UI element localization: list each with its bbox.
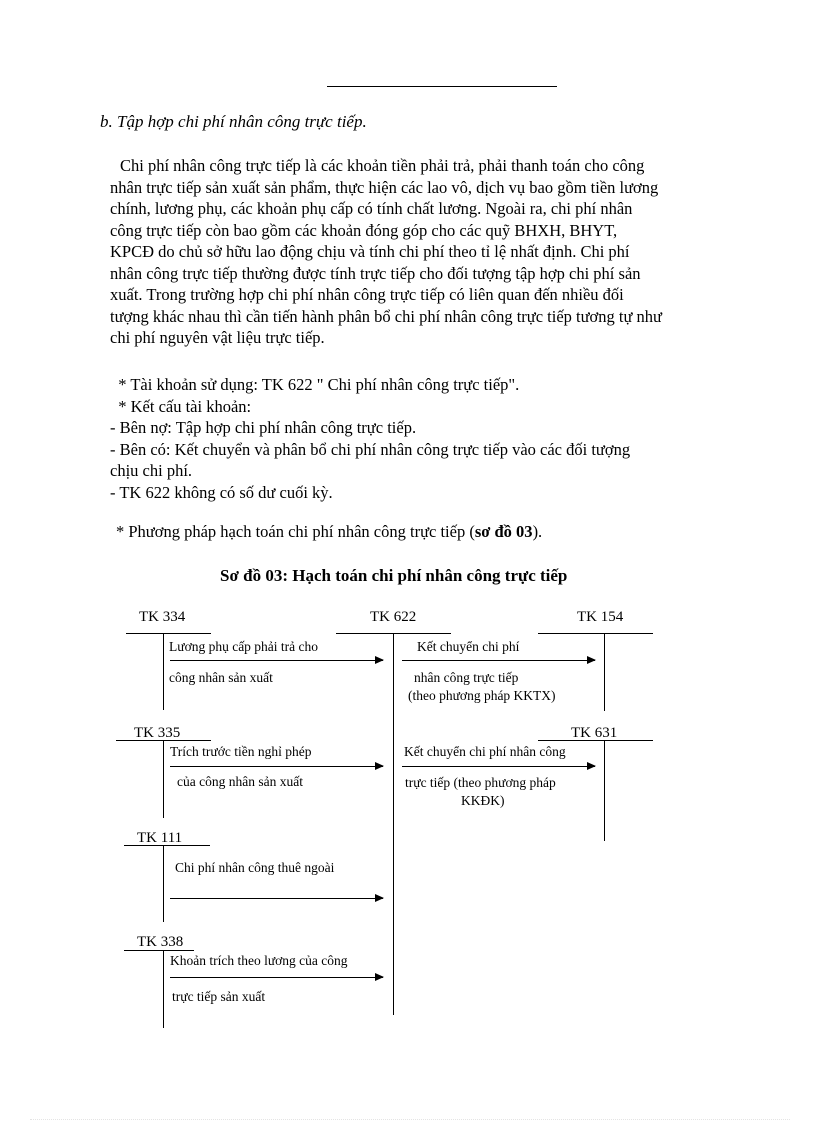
tk154-vertical-line bbox=[604, 633, 605, 711]
section-heading: b. Tập hợp chi phí nhân công trực tiếp. bbox=[100, 112, 367, 131]
paragraph-line: nhân trực tiếp sản xuất sản phẩm, thực hiện các lao vô, dịch vụ bao gồm tiền lương bbox=[110, 177, 659, 197]
debit-side: - Bên nợ: Tập hợp chi phí nhân công trực tiếp. bbox=[110, 418, 417, 437]
account-used: * Tài khoản sử dụng: TK 622 " Chi phí nhân công trực tiếp". bbox=[118, 375, 520, 394]
diagram-title: Sơ đồ 03: Hạch toán chi phí nhân công trực tiếp bbox=[220, 566, 568, 585]
tk334-vertical-line bbox=[163, 633, 164, 710]
arrow-111-to-622 bbox=[170, 898, 383, 899]
tk338-vertical-line bbox=[163, 950, 164, 1028]
paragraph-line: chính, lương phụ, các khoản phụ cấp có tính chất lương. Ngoài ra, chi phí nhân bbox=[110, 199, 633, 218]
diagram-reference: sơ đồ 03 bbox=[474, 522, 533, 541]
tk154-top-line bbox=[538, 633, 653, 634]
paragraph-line: nhân công trực tiếp thường được tính trực tiếp cho đối tượng tập hợp chi phí sản bbox=[110, 263, 641, 283]
account-label-tk622: TK 622 bbox=[370, 609, 417, 625]
flow-631-label-line1: Kết chuyển chi phí nhân công bbox=[404, 744, 566, 759]
flow-335-label-line1: Trích trước tiền nghỉ phép bbox=[170, 744, 312, 759]
paragraph-line: chi phí nguyên vật liệu trực tiếp. bbox=[110, 328, 325, 347]
flow-631-label-line2: trực tiếp (theo phương pháp bbox=[405, 775, 556, 790]
flow-631-label-line3: KKĐK) bbox=[461, 793, 505, 808]
paragraph-line: công trực tiếp còn bao gồm các khoản đóng góp cho các quỹ BHXH, BHYT, bbox=[110, 220, 618, 240]
arrow-622-to-631 bbox=[402, 766, 595, 767]
arrow-335-to-622 bbox=[170, 766, 383, 767]
account-label-tk631: TK 631 bbox=[571, 725, 618, 741]
tk111-vertical-line bbox=[163, 845, 164, 922]
account-label-tk338: TK 338 bbox=[137, 934, 184, 950]
paragraph-line: tượng khác nhau thì cần tiến hành phân bổ chi phí nhân công trực tiếp tương tự như bbox=[110, 306, 663, 326]
tk338-top-line bbox=[124, 950, 194, 951]
tk111-top-line bbox=[124, 845, 210, 846]
top-rule bbox=[327, 86, 557, 87]
flow-154-label-line2: nhân công trực tiếp bbox=[414, 670, 519, 685]
flow-154-label-line1: Kết chuyển chi phí bbox=[417, 639, 520, 654]
arrow-622-to-154 bbox=[402, 660, 595, 661]
account-label-tk111: TK 111 bbox=[137, 830, 183, 846]
flow-111-label-line1: Chi phí nhân công thuê ngoài bbox=[175, 860, 335, 875]
flow-154-label-line3: (theo phương pháp KKTX) bbox=[408, 688, 556, 703]
method-line: * Phương pháp hạch toán chi phí nhân công trực tiếp (sơ đồ 03). bbox=[116, 522, 543, 541]
structure-label: * Kết cấu tài khoản: bbox=[118, 396, 252, 416]
tk631-top-line bbox=[538, 740, 653, 741]
arrow-334-to-622 bbox=[170, 660, 383, 661]
tk335-vertical-line bbox=[163, 740, 164, 818]
flow-334-label-line2: công nhân sản xuất bbox=[169, 670, 273, 685]
no-balance: - TK 622 không có số dư cuối kỳ. bbox=[110, 482, 333, 502]
tk631-vertical-line bbox=[604, 740, 605, 841]
tk334-top-line bbox=[126, 633, 211, 634]
credit-side-line2: chịu chi phí. bbox=[110, 461, 193, 480]
account-label-tk154: TK 154 bbox=[577, 609, 624, 625]
body-paragraph bbox=[110, 155, 750, 349]
account-label-tk335: TK 335 bbox=[134, 725, 181, 741]
account-label-tk334: TK 334 bbox=[139, 609, 186, 625]
flow-334-label-line1: Lương phụ cấp phải trả cho bbox=[169, 639, 319, 654]
flow-338-label-line2: trực tiếp sản xuất bbox=[172, 989, 266, 1004]
flow-338-label-line1: Khoản trích theo lương của công bbox=[170, 953, 348, 968]
arrow-338-to-622 bbox=[170, 977, 383, 978]
credit-side-line1: - Bên có: Kết chuyển và phân bổ chi phí nhân công trực tiếp vào các đối tượng bbox=[110, 439, 631, 459]
flow-335-label-line2: của công nhân sản xuất bbox=[177, 774, 303, 789]
account-info bbox=[110, 374, 630, 503]
paragraph-line: Chi phí nhân công trực tiếp là các khoản tiền phải trả, phải thanh toán cho công bbox=[120, 156, 645, 175]
tk622-vertical-line bbox=[393, 633, 394, 1015]
paragraph-line: xuất. Trong trường hợp chi phí nhân công trực tiếp có liên quan đến nhiều đối bbox=[110, 285, 624, 304]
footer-divider bbox=[30, 1119, 790, 1120]
paragraph-line: KPCĐ do chủ sở hữu lao động chịu và tính chi phí theo tỉ lệ nhất định. Chi phí bbox=[110, 242, 630, 261]
